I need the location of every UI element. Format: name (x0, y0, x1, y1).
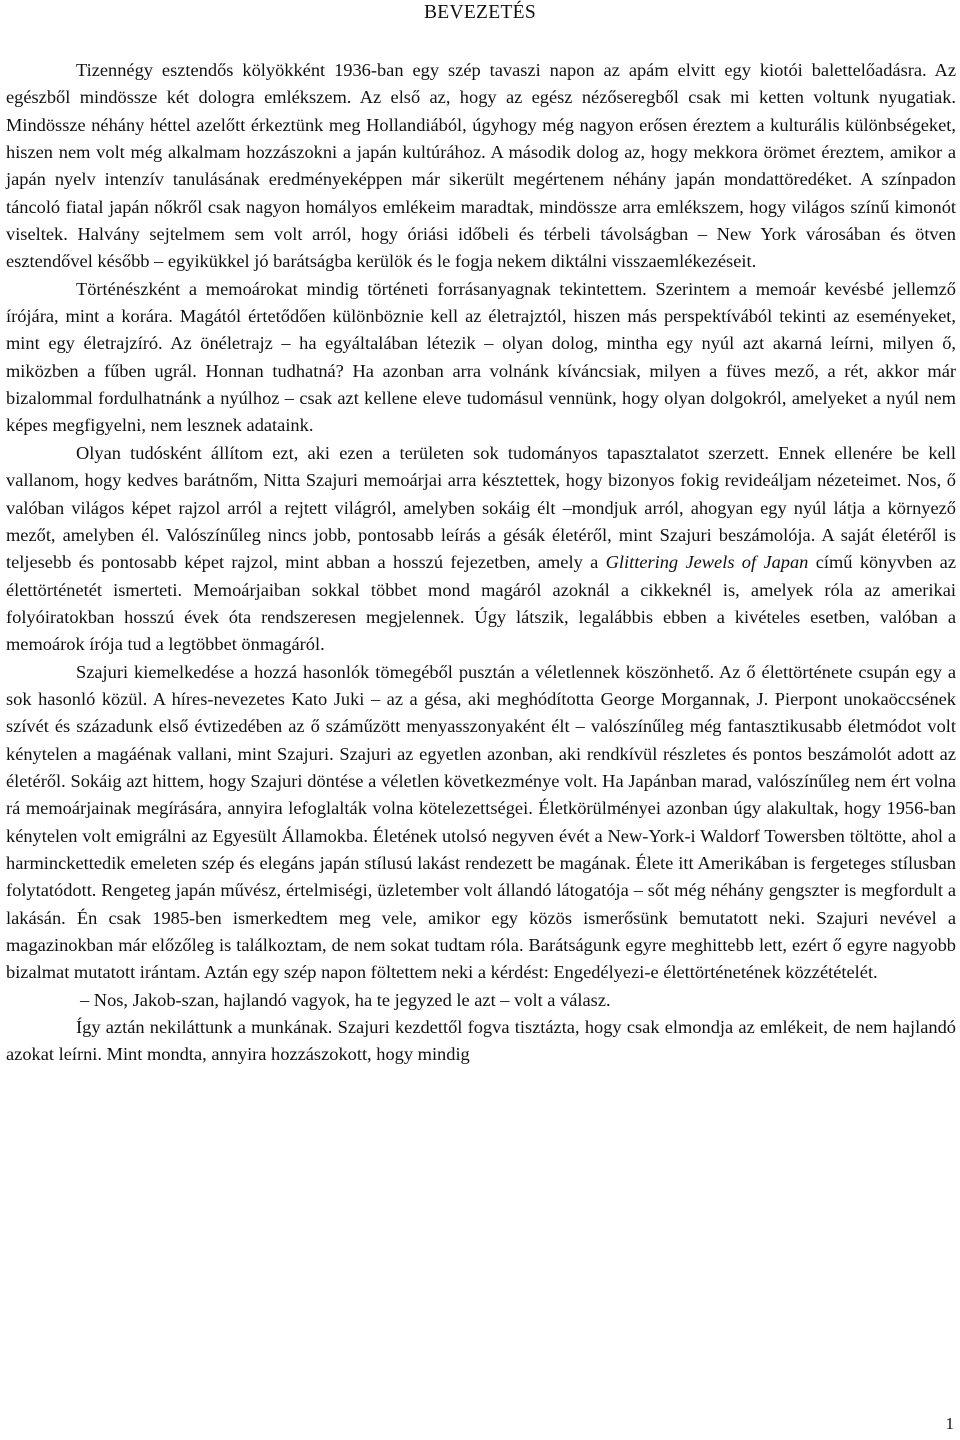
paragraph-1-text: Tizennégy esztendős kölyökként 1936-ban egy szép tavaszi napon az apám elvitt egy kiotói balettelőadásra. Az egészből mindössze két dologra emlékszem. Az első az, hogy az egész nézőseregből csak mi ketten voltunk nyugatiak. Mindössze néhány héttel azelőtt érkeztünk meg Hollandiából, úgyhogy még nagyon erősen éreztem a kulturális különbségeket, hiszen nem volt még alkalmam hozzászokni a japán kultúrához. A második dolog az, hogy mekkora örömet éreztem, amikor a japán nyelv intenzív tanulásának eredményeképpen már sikerült megértenem néhány japán mondattöredéket. A színpadon táncoló fiatal japán nőkről csak nagyon homályos emlékeim maradtak, mindössze arra emlékszem, hogy világos színű kimonót viseltek. Halvány sejtelmem sem volt arról, hogy óriási időbeli és térbeli távolságban – New York városában és ötven esztendővel később – egyikükkel jó barátságba kerülök és le fogja nekem diktálni visszaemlékezéseit. (6, 60, 956, 272)
paragraph-6-text: Így aztán nekiláttunk a munkának. Szajuri kezdettől fogva tisztázta, hogy csak elmondja az emlékeit, de nem hajlandó azokat leírni. Mint mondta, annyira hozzászokott, hogy mindig (6, 1017, 956, 1065)
paragraph-4 (6, 659, 956, 987)
paragraph-6 (6, 1014, 956, 1069)
paragraph-2-text: Történészként a memoárokat mindig történeti forrásanyagnak tekintettem. Szerintem a memoár kevésbé jellemző írójára, mint a korára. Magától értetődően különböznie kell az életrajztól, hiszen más perspektívából tekinti az eseményeket, mint egy életrajzíró. Az önéletrajz – ha egyáltalában létezik – olyan dolog, mintha egy nyúl azt akarná leírni, milyen ő, miközben a fűben ugrál. Honnan tudhatná? Ha azonban arra volnánk kíváncsiak, milyen a füves mező, a rét, akkor már bizalommal fordulhatnánk a nyúlhoz – csak azt kellene eleve tudomásul vennünk, hogy olyan dolgokról, amelyeket a nyúl nem képes megfigyelni, nem lesznek adataink. (6, 278, 956, 436)
page-number: 1 (945, 1414, 954, 1433)
paragraph-4-text: Szajuri kiemelkedése a hozzá hasonlók tömegéből pusztán a véletlennek köszönhető. Az ő élettörténete csupán egy a sok hasonló közül. A híres-nevezetes Kato Juki – az a gésa, aki meghódította George Morgannak, J. Pierpont unokaöccsének szívét és századunk első évtizedében az ő száműzött menyasszonyaként élt – valószínűleg még fantasztikusabb életmódot volt kénytelen a magáénak vallani, mint Szajuri. Szajuri az egyetlen azonban, aki rendkívül részletes és pontos beszámolót adott az életéről. Sokáig azt hittem, hogy Szajuri döntése a véletlen következménye volt. Ha Japánban marad, valószínűleg nem ért volna rá memoárjainak megírására, annyira lefoglalták volna kötelezettségei. Életkörülményei azonban úgy alakultak, hogy 1956-ban kénytelen volt emigrálni az Egyesült Államokba. Életének utolsó negyven évét a New-York-i Waldorf Towersben töltötte, ahol a harminckettedik emeleten szép és elegáns japán stílusú lakást rendezett be magának. Élete itt Amerikában is fergeteges stílusban folytatódott. Rengeteg japán művész, értelmiségi, üzletember volt állandó látogatója – sőt még néhány gengszter is megfordult a lakásán. Én csak 1985-ben ismerkedtem meg vele, amikor egy közös ismerősünk bemutatott neki. Szajuri nevével a magazinokban már előzőleg is találkoztam, de nem sokat tudtam róla. Barátságunk egyre meghittebb lett, ezért ő egyre nagyobb bizalmat mutatott irántam. Aztán egy szép napon föltettem neki a kérdést: Engedélyezi-e élettörténetének közzétételét. (6, 661, 956, 983)
paragraph-5-text: – Nos, Jakob-szan, hajlandó vagyok, ha te jegyzed le azt – volt a válasz. (80, 989, 611, 1010)
paragraph-3-text-end: című könyvben az élettörténetét ismerteti. Memoárjaiban sokkal többet mond magáról azoknál a cikkeknél is, amelyek róla az amerikai folyóiratokban hosszú évek óta rendszeresen megjelennek. Úgy látszik, legalábbis ebben a kivételes esetben, valóban a memoárok írója tud a legtöbbet önmagáról. (6, 552, 956, 655)
document-body (6, 57, 956, 1069)
paragraph-1 (6, 57, 956, 276)
paragraph-2 (6, 276, 956, 440)
paragraph-5-dialog (6, 987, 956, 1014)
paragraph-3-text-start: Olyan tudósként állítom ezt, aki ezen a területen sok tudományos tapasztalatot szerzett. Ennek ellenére be kell vallanom, hogy kedves barátnőm, Nitta Szajuri memoárjai arra késztettek, hogy bizonyos fokig revideáljam nézeteimet. Nos, ő valóban világos képet rajzol arról a rejtett világról, amelyben sokáig élt –mondjuk arról, ahogyan egy nyúl látja a környező mezőt, amelyben él. Valószínűleg nincs jobb, pontosabb leírás a gésák életéről, mint Szajuri beszámolója. A saját életéről is teljesebb és pontosabb képet rajzol, mint abban a hosszú fejezetben, amely a (6, 442, 956, 573)
page-title: BEVEZETÉS (423, 2, 537, 23)
book-title-italic: Glittering Jewels of Japan (605, 552, 809, 573)
paragraph-3 (6, 440, 956, 659)
